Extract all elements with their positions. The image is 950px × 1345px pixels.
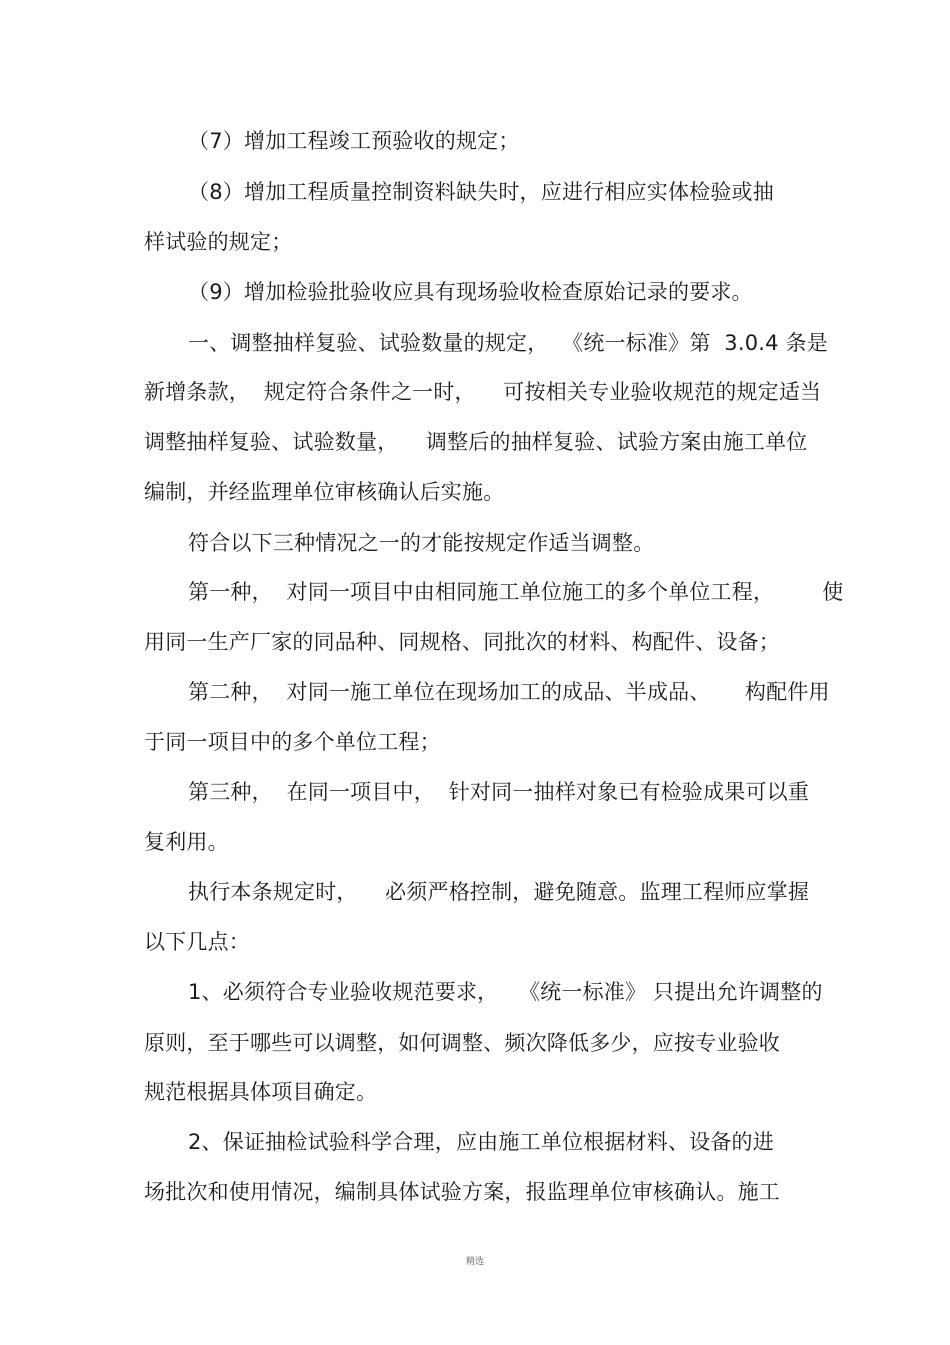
page-footer: 精选 [466,1257,485,1267]
paragraph-line: 编制，并经监理单位审核确认后实施。 [144,480,505,504]
paragraph-line: 于同一项目中的多个单位工程； [144,730,441,754]
paragraph-line: 1、必须符合专业验收规范要求， 《统一标准》 只提出允许调整的 [188,980,823,1004]
paragraph-line: 新增条款， 规定符合条件之一时， 可按相关专业验收规范的规定适当 [144,380,822,404]
paragraph-line: 第一种， 对同一项目中由相同施工单位施工的多个单位工程， 使 [188,580,844,604]
paragraph-line: 2、保证抽检试验科学合理，应由施工单位根据材料、设备的进 [188,1130,774,1154]
paragraph-line: 以下几点： [144,930,250,954]
paragraph-line: 样试验的规定； [144,230,293,254]
paragraph-line: 原则，至于哪些可以调整，如何调整、频次降低多少，应按专业验收 [144,1031,780,1055]
paragraph-line: 用同一生产厂家的同品种、同规格、同批次的材料、构配件、设备； [144,630,780,654]
paragraph-line: 执行本条规定时， 必须严格控制，避免随意。监理工程师应掌握 [188,880,810,904]
paragraph-line: （9）增加检验批验收应具有现场验收检查原始记录的要求。 [188,280,753,304]
paragraph-line: （7）增加工程竣工预验收的规定； [188,129,520,153]
paragraph-line: （8）增加工程质量控制资料缺失时，应进行相应实体检验或抽 [188,180,774,204]
paragraph-line: 一、调整抽样复验、试验数量的规定， 《统一标准》第 3.0.4 条是 [188,331,829,355]
paragraph-line: 场批次和使用情况，编制具体试验方案，报监理单位审核确认。施工 [144,1180,780,1204]
paragraph-line: 复利用。 [144,830,229,854]
paragraph-line: 第三种， 在同一项目中， 针对同一抽样对象已有检验成果可以重 [188,780,810,804]
paragraph-line: 符合以下三种情况之一的才能按规定作适当调整。 [188,531,655,555]
paragraph-line: 调整抽样复验、试验数量， 调整后的抽样复验、试验方案由施工单位 [144,430,808,454]
paragraph-line: 第二种， 对同一施工单位在现场加工的成品、半成品、 构配件用 [188,680,830,704]
paragraph-line: 规范根据具体项目确定。 [144,1080,378,1104]
